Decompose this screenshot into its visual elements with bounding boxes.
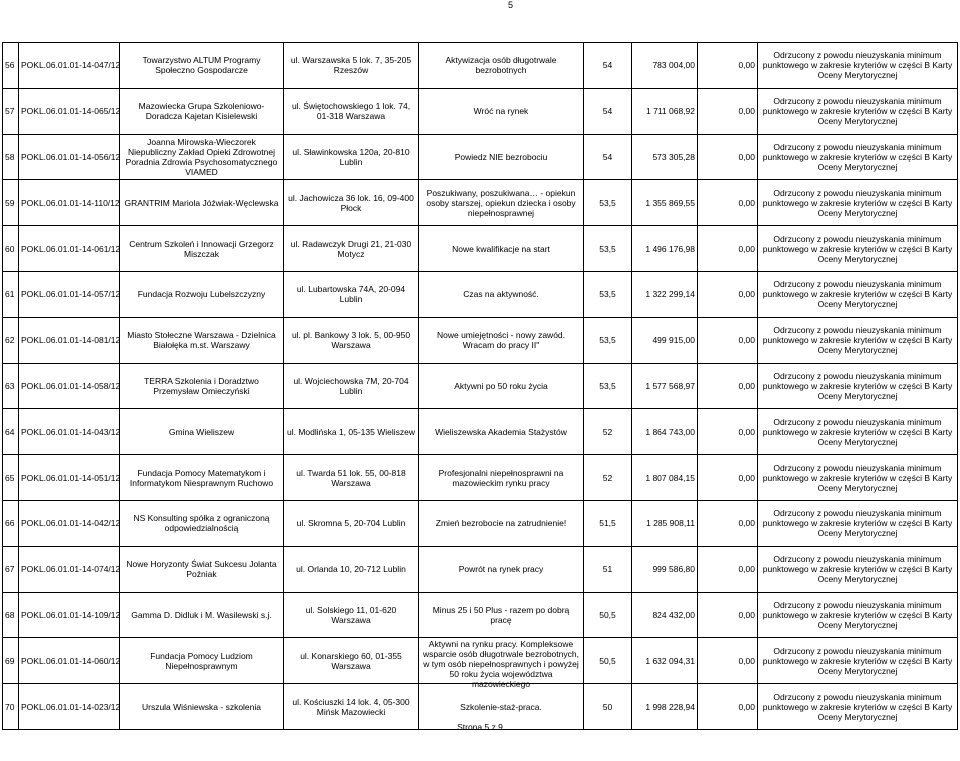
table-row [3,317,958,363]
requested-amount: 1 322 299,14 [632,271,698,317]
applicant-address: ul. pl. Bankowy 3 lok. 5, 00-950 Warszawa [284,317,419,363]
project-title: Wieliszewska Akademia Stażystów [419,409,584,455]
project-number: POKL.06.01.01-14-065/12 [19,88,120,134]
rejection-reason: Odrzucony z powodu nieuzyskania minimum punktowego w zakresie kryteriów w części B Karty Oceny Merytorycznej [758,409,958,455]
project-title: Szkolenie-staż-praca. [419,684,584,730]
applicant-name: Nowe Horyzonty Świat Sukcesu Jolanta Poźniak [120,546,284,592]
project-number: POKL.06.01.01-14-109/12 [19,592,120,638]
project-title: Nowe umiejętności - nowy zawód. Wracam do pracy II" [419,317,584,363]
requested-amount: 999 586,80 [632,546,698,592]
applicant-name: Urszula Wiśniewska - szkolenia [120,684,284,730]
project-title: Zmień bezrobocie na zatrudnienie! [419,500,584,546]
requested-amount: 1 711 068,92 [632,88,698,134]
granted-amount: 0,00 [698,88,758,134]
requested-amount: 1 998 228,94 [632,684,698,730]
points-score: 50 [584,684,632,730]
requested-amount: 824 432,00 [632,592,698,638]
row-lp: 70 [3,684,19,730]
applicant-address: ul. Konarskiego 60, 01-355 Warszawa [284,638,419,684]
project-number: POKL.06.01.01-14-056/12 [19,134,120,180]
applicant-name: Towarzystwo ALTUM Programy Społeczno Gospodarcze [120,43,284,89]
table-row [3,88,958,134]
applicant-name: TERRA Szkolenia i Doradztwo Przemysław Omieczyński [120,363,284,409]
requested-amount: 1 577 568,97 [632,363,698,409]
project-title: Powrót na rynek pracy [419,546,584,592]
granted-amount: 0,00 [698,271,758,317]
project-title [419,638,584,689]
points-score: 53,5 [584,363,632,409]
applicant-address: ul. Jachowicza 36 lok. 16, 09-400 Płock [284,180,419,226]
table-row [3,592,958,638]
applicant-name: NS Konsulting spółka z ograniczoną odpowiedzialnością [120,500,284,546]
applicant-address: ul. Solskiego 11, 01-620 Warszawa [284,592,419,638]
points-score: 54 [584,88,632,134]
applicant-address: ul. Warszawska 5 lok. 7, 35-205 Rzeszów [284,43,419,89]
projects-table [2,42,958,730]
row-lp: 58 [3,134,19,180]
project-number: POKL.06.01.01-14-042/12 [19,500,120,546]
row-lp: 61 [3,271,19,317]
requested-amount: 499 915,00 [632,317,698,363]
row-lp: 59 [3,180,19,226]
applicant-name: Fundacja Pomocy Matematykom i Informatykom Niesprawnym Ruchowo [120,455,284,501]
row-lp: 56 [3,43,19,89]
project-number: POKL.06.01.01-14-060/12 [19,638,120,684]
applicant-name: Gamma D. Didluk i M. Wasilewski s.j. [120,592,284,638]
row-lp: 64 [3,409,19,455]
project-title: Minus 25 i 50 Plus - razem po dobrą pracę [419,592,584,638]
applicant-name: Centrum Szkoleń i Innowacji Grzegorz Miszczak [120,226,284,272]
granted-amount: 0,00 [698,592,758,638]
project-title-text: Aktywni na rynku pracy. Kompleksowe wsparcie osób długotrwale bezrobotnych, w tym osób niepełnosprawnych i powyżej 50 roku życia województwa mazowieckiego [423,638,579,689]
points-score: 54 [584,134,632,180]
granted-amount: 0,00 [698,409,758,455]
table-row [3,455,958,501]
applicant-address: ul. Wojciechowska 7M, 20-704 Lublin [284,363,419,409]
points-score: 53,5 [584,226,632,272]
granted-amount: 0,00 [698,134,758,180]
applicant-address: ul. Radawczyk Drugi 21, 21-030 Motycz [284,226,419,272]
table-row [3,500,958,546]
page-footer: Strona 5 z 9 [457,722,503,732]
rejection-reason: Odrzucony z powodu nieuzyskania minimum punktowego w zakresie kryteriów w części B Karty Oceny Merytorycznej [758,500,958,546]
applicant-address: ul. Skromna 5, 20-704 Lublin [284,500,419,546]
granted-amount: 0,00 [698,684,758,730]
project-title: Czas na aktywność. [419,271,584,317]
granted-amount: 0,00 [698,638,758,684]
table-row [3,271,958,317]
points-score: 53,5 [584,271,632,317]
rejection-reason: Odrzucony z powodu nieuzyskania minimum punktowego w zakresie kryteriów w części B Karty Oceny Merytorycznej [758,88,958,134]
table-row [3,134,958,180]
applicant-address: ul. Świętochowskiego 1 lok. 74, 01-318 Warszawa [284,88,419,134]
rejection-reason: Odrzucony z powodu nieuzyskania minimum punktowego w zakresie kryteriów w części B Karty Oceny Merytorycznej [758,317,958,363]
project-title: Profesjonalni niepełnosprawni na mazowieckim rynku pracy [419,455,584,501]
project-number: POKL.06.01.01-14-051/12 [19,455,120,501]
applicant-address: ul. Modlińska 1, 05-135 Wieliszew [284,409,419,455]
project-number: POKL.06.01.01-14-057/12 [19,271,120,317]
project-number: POKL.06.01.01-14-110/12 [19,180,120,226]
granted-amount: 0,00 [698,500,758,546]
project-number: POKL.06.01.01-14-061/12 [19,226,120,272]
project-title: Aktywizacja osób długotrwale bezrobotnych [419,43,584,89]
requested-amount: 1 632 094,31 [632,638,698,684]
granted-amount: 0,00 [698,546,758,592]
applicant-name: GRANTRIM Mariola Jóźwiak-Węclewska [120,180,284,226]
granted-amount: 0,00 [698,180,758,226]
project-title: Nowe kwalifikacje na start [419,226,584,272]
rejection-reason: Odrzucony z powodu nieuzyskania minimum punktowego w zakresie kryteriów w części B Karty Oceny Merytorycznej [758,180,958,226]
rejection-reason: Odrzucony z powodu nieuzyskania minimum punktowego w zakresie kryteriów w części B Karty Oceny Merytorycznej [758,592,958,638]
points-score: 51 [584,546,632,592]
rejection-reason: Odrzucony z powodu nieuzyskania minimum punktowego w zakresie kryteriów w części B Karty Oceny Merytorycznej [758,271,958,317]
row-lp: 62 [3,317,19,363]
points-score: 52 [584,455,632,501]
requested-amount: 573 305,28 [632,134,698,180]
row-lp: 66 [3,500,19,546]
table-row [3,180,958,226]
project-title: Aktywni po 50 roku życia [419,363,584,409]
rejection-reason: Odrzucony z powodu nieuzyskania minimum punktowego w zakresie kryteriów w części B Karty Oceny Merytorycznej [758,638,958,684]
rejection-reason: Odrzucony z powodu nieuzyskania minimum punktowego w zakresie kryteriów w części B Karty Oceny Merytorycznej [758,455,958,501]
applicant-name: Gmina Wieliszew [120,409,284,455]
table-row [3,43,958,89]
row-lp: 63 [3,363,19,409]
applicant-name: Miasto Stołeczne Warszawa - Dzielnica Białołęka m.st. Warszawy [120,317,284,363]
requested-amount: 1 355 869,55 [632,180,698,226]
project-number: POKL.06.01.01-14-081/12 [19,317,120,363]
rejection-reason: Odrzucony z powodu nieuzyskania minimum punktowego w zakresie kryteriów w części B Karty Oceny Merytorycznej [758,363,958,409]
project-number: POKL.06.01.01-14-058/12 [19,363,120,409]
granted-amount: 0,00 [698,226,758,272]
row-lp: 69 [3,638,19,684]
requested-amount: 1 807 084,15 [632,455,698,501]
requested-amount: 1 285 908,11 [632,500,698,546]
points-score: 51,5 [584,500,632,546]
rejection-reason: Odrzucony z powodu nieuzyskania minimum punktowego w zakresie kryteriów w części B Karty Oceny Merytorycznej [758,684,958,730]
project-number: POKL.06.01.01-14-023/12 [19,684,120,730]
applicant-address: ul. Lubartowska 74A, 20-094 Lublin [284,271,419,317]
points-score: 50,5 [584,592,632,638]
requested-amount: 783 004,00 [632,43,698,89]
applicant-name: Fundacja Rozwoju Lubelszczyzny [120,271,284,317]
rejection-reason: Odrzucony z powodu nieuzyskania minimum punktowego w zakresie kryteriów w części B Karty Oceny Merytorycznej [758,546,958,592]
row-lp: 60 [3,226,19,272]
granted-amount: 0,00 [698,455,758,501]
points-score: 52 [584,409,632,455]
points-score: 50,5 [584,638,632,684]
points-score: 54 [584,43,632,89]
table-row [3,546,958,592]
applicant-address: ul. Orlanda 10, 20-712 Lublin [284,546,419,592]
project-title: Powiedz NIE bezrobociu [419,134,584,180]
table-row [3,363,958,409]
granted-amount: 0,00 [698,317,758,363]
project-title: Wróć na rynek [419,88,584,134]
points-score: 53,5 [584,180,632,226]
applicant-name: Fundacja Pomocy Ludziom Niepełnosprawnym [120,638,284,684]
row-lp: 65 [3,455,19,501]
applicant-name: Joanna Mirowska-Wieczorek Niepubliczny Zakład Opieki Zdrowotnej Poradnia Zdrowia Psychosomatycznego VIAMED [120,134,284,180]
row-lp: 57 [3,88,19,134]
table-row [3,638,958,684]
applicant-address: ul. Kościuszki 14 lok. 4, 05-300 Mińsk Mazowiecki [284,684,419,730]
table-row [3,226,958,272]
rejection-reason: Odrzucony z powodu nieuzyskania minimum punktowego w zakresie kryteriów w części B Karty Oceny Merytorycznej [758,226,958,272]
applicant-name: Mazowiecka Grupa Szkoleniowo-Doradcza Kajetan Kisielewski [120,88,284,134]
applicant-address: ul. Twarda 51 lok. 55, 00-818 Warszawa [284,455,419,501]
project-number: POKL.06.01.01-14-074/12 [19,546,120,592]
table-body [3,43,958,730]
project-title: Poszukiwany, poszukiwana… - opiekun osoby starszej, opiekun dziecka i osoby niepełnosprawnej [419,180,584,226]
requested-amount: 1 496 176,98 [632,226,698,272]
rejection-reason: Odrzucony z powodu nieuzyskania minimum punktowego w zakresie kryteriów w części B Karty Oceny Merytorycznej [758,43,958,89]
row-lp: 67 [3,546,19,592]
row-lp: 68 [3,592,19,638]
requested-amount: 1 864 743,00 [632,409,698,455]
table-row [3,409,958,455]
project-number: POKL.06.01.01-14-047/12 [19,43,120,89]
points-score: 53,5 [584,317,632,363]
project-number: POKL.06.01.01-14-043/12 [19,409,120,455]
granted-amount: 0,00 [698,43,758,89]
granted-amount: 0,00 [698,363,758,409]
page-number: 5 [508,0,514,10]
rejection-reason: Odrzucony z powodu nieuzyskania minimum punktowego w zakresie kryteriów w części B Karty Oceny Merytorycznej [758,134,958,180]
applicant-address: ul. Sławinkowska 120a, 20-810 Lublin [284,134,419,180]
